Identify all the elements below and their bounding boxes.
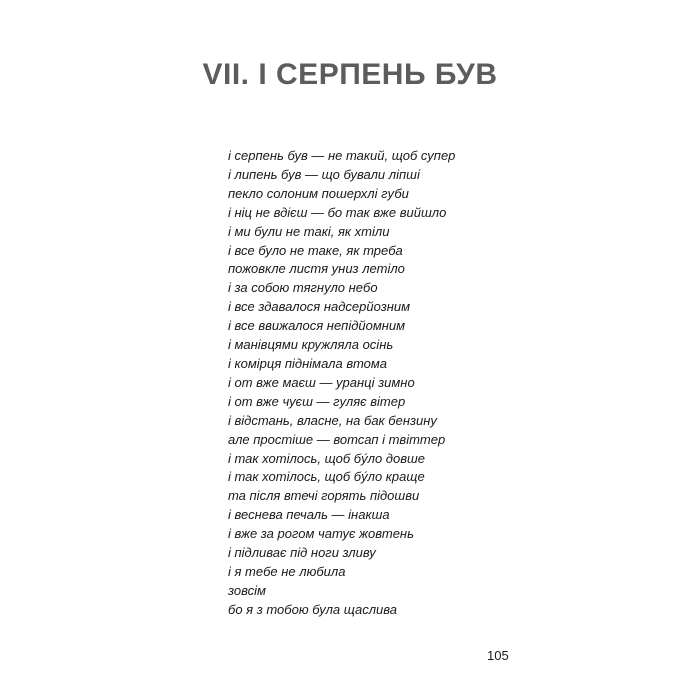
poem-line: і липень був — що бували ліпші — [228, 166, 420, 182]
poem-line: пожовкле листя униз летіло — [228, 261, 405, 277]
poem-line: і за собою тягнуло небо — [228, 280, 378, 296]
poem-body — [228, 147, 455, 620]
poem-line: але простіше — вотсап і твіттер — [228, 431, 446, 447]
poem-line: і відстань, власне, на бак бензину — [228, 412, 437, 428]
poem-line: і веснева печаль — інакша — [228, 507, 390, 523]
poem-line: зовсім — [228, 582, 266, 598]
poem-line: і підливає під ноги зливу — [228, 545, 376, 561]
poem-line: бо я з тобою була щаслива — [228, 601, 397, 617]
poem-line: і комірця піднімала втома — [228, 355, 388, 371]
poem-line: і серпень був — не такий, щоб супер — [228, 148, 456, 163]
poem-line: і от вже маєш — уранці зимно — [228, 374, 415, 390]
poem-line: пекло солоним пошерхлі губи — [228, 185, 409, 201]
poem-line: і ніц не вдієш — бо так вже вийшло — [228, 204, 447, 220]
poem-line: і все здавалося надсерйозним — [228, 299, 411, 315]
poem-line: і так хотілось, щоб бýло довше — [228, 450, 426, 466]
poem-line: і манівцями кружляла осінь — [228, 337, 394, 353]
poem-line: і ми були не такі, як хтіли — [228, 223, 390, 239]
poem-line: і вже за рогом чатує жовтень — [228, 526, 414, 542]
poem-line: та після втечі горять підошви — [228, 488, 420, 504]
poem-line: і все було не таке, як треба — [228, 242, 403, 258]
poem-line: і я тебе не любила — [228, 563, 346, 579]
poem-line: і все ввижалося непідйомним — [228, 318, 406, 334]
poem-line: і от вже чуєш — гуляє вітер — [228, 393, 406, 409]
page-number: 105 — [487, 648, 509, 663]
poem-line: і так хотілось, щоб бýло краще — [228, 469, 425, 485]
chapter-title: VII. І СЕРПЕНЬ БУВ — [202, 58, 498, 91]
